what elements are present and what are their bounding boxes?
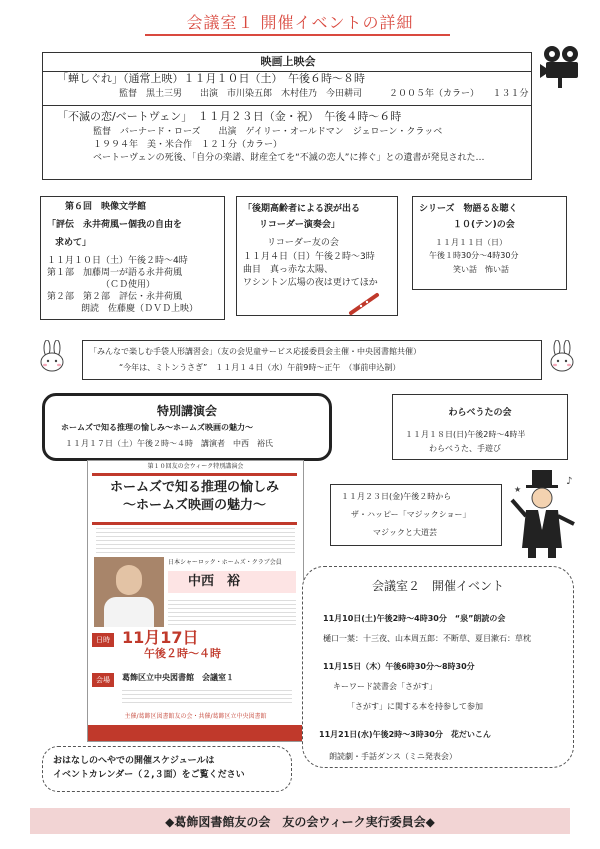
recorder-date: １１月４日（日）午後２時～3時 [243, 252, 375, 262]
story-content: 笑い話 怖い話 [453, 265, 509, 274]
poster-title-1: ホームズで知る推理の愉しみ [109, 480, 279, 495]
literature-part2b: 朗読 佐藤慶（ＤＶＤ上映） [81, 304, 199, 314]
poster-body-text [96, 525, 295, 553]
recorder-title-1: 「後期高齢者による涙が出る [243, 204, 361, 214]
literature-box [40, 196, 225, 320]
lecture-poster [87, 460, 304, 742]
story-box [412, 196, 567, 290]
poster-venue: 葛飾区立中央図書館 会議室１ [122, 673, 234, 682]
room2-box [302, 566, 574, 768]
movie-heading: 映画上映会 [260, 55, 316, 68]
footer-text: ◆葛飾図書館友の会 友の会ウィーク実行委員会◆ [165, 815, 435, 829]
lecture-date: １１月１７日（土）午後２時～４時 講演者 中西 裕氏 [65, 439, 273, 448]
schedule-line-2: イベントカレンダー（２,３面）をご覧ください [53, 770, 245, 780]
recorder-box [236, 196, 398, 316]
literature-part1: 第１部 加藤周一が語る永井荷風 [47, 268, 183, 278]
page-title: 会議室１ 開催イベントの詳細 [186, 13, 414, 32]
room2-event2-date: 11月15日（木）午後6時30分～8時30分 [323, 662, 475, 671]
magic-content: マジックと大道芸 [373, 528, 437, 537]
literature-title-2: 求めて」 [55, 238, 92, 248]
story-title-1: シリーズ 物語る＆聴く [419, 204, 518, 214]
speaker-profile [168, 597, 296, 627]
warabe-date: １１月１８日(日)午後2時～4時半 [405, 430, 526, 439]
magic-date: １１月２３日(金)午後２時から [341, 492, 452, 501]
magic-title: ザ・ハッピー「マジックショー」 [351, 510, 471, 519]
magician-icon [508, 470, 580, 558]
movie-box [42, 52, 532, 180]
svg-text:★: ★ [514, 485, 522, 494]
lecture-heading: 特別講演会 [156, 404, 217, 418]
literature-date: １１月１０日（土）午後２時～4時 [47, 256, 188, 266]
puppet-box [82, 340, 542, 380]
warabe-title: わらべうたの会 [448, 408, 512, 418]
film2-credits: 監督 バーナード・ローズ 出演 ゲイリー・オールドマン ジェローン・クラッベ [93, 127, 443, 137]
story-time: 午後１時30分～4時30分 [429, 251, 519, 260]
literature-title-1: 「評伝 永井荷風ー個我の自由を [47, 220, 183, 230]
speaker-photo [94, 557, 164, 627]
room2-event2-detail: 「さがす」に関する本を持参して参加 [347, 702, 483, 711]
recorder-song-1: 曲目 真っ赤な太陽、 [243, 265, 334, 275]
projector-icon [538, 44, 588, 90]
film1-title: 「蝉しぐれ」（通常上映）１１月１０日（土） 午後６時～８時 [57, 72, 365, 85]
poster-footer: 主催/葛飾区図書館友の会・共催/葛飾区立中央図書館 [124, 713, 267, 720]
date-label: 日時 [92, 633, 114, 647]
story-title-2: １０(テン)の会 [453, 220, 515, 230]
room2-event2-title: キーワード読書会「さがす」 [333, 682, 437, 691]
divider [43, 105, 531, 106]
poster-title-2: ～ホームズ映画の魅力～ [122, 498, 266, 513]
speaker-org: 日本シャーロック・ホームズ・クラブ会員 [168, 559, 282, 566]
lecture-box [42, 393, 332, 461]
literature-heading: 第６回 映像文学館 [65, 202, 147, 212]
venue-label: 会場 [92, 673, 114, 687]
speaker-name: 中西 裕 [188, 574, 241, 589]
film2-title: 「不滅の恋/ベートヴェン」 １１月２３日（金・祝） 午後４時～６時 [57, 110, 402, 123]
poster-footer-bar [88, 725, 303, 741]
literature-part1b: （ＣＤ使用） [101, 280, 156, 290]
venue-details [122, 687, 292, 705]
poster-time: 午後２時～４時 [144, 647, 221, 660]
recorder-icon [347, 291, 387, 317]
story-date: １１月１１日（日） [435, 238, 507, 247]
poster-title-block [92, 473, 297, 525]
magic-box [330, 484, 502, 546]
poster-date: 11月17日 [122, 628, 199, 647]
warabe-box [392, 394, 568, 460]
warabe-content: わらべうた、手遊び [429, 444, 501, 453]
lecture-subtitle: ホームズで知る推理の愉しみ～ホームズ映画の魅力～ [61, 423, 253, 432]
rabbit-icon [546, 340, 578, 372]
puppet-line-2: “今年は、ミトンうさぎ” １１月１４日（水）午前9時～正午 （事前申込制） [119, 363, 401, 372]
room2-event3-date: 11月21日(水)午後2時～3時30分 花だいこん [319, 730, 491, 739]
film1-credits: 監督 黒土三男 出演 市川染五郎 木村佳乃 今田耕司 ２００５年（カラー） １３１分 [119, 89, 529, 99]
room2-event1-detail: 樋口一葉：十三夜、山本周五郎：不断草、夏目漱石：草枕 [323, 634, 531, 643]
recorder-title-2: リコーダー演奏会」 [259, 220, 340, 230]
film2-year: １９９４年 美・米合作 １２１分（カラー） [93, 140, 283, 150]
poster-top: 第１０回友の会ウィーク特別講演会 [147, 463, 244, 470]
title-underline [145, 34, 450, 36]
recorder-song-2: ワシントン広場の夜は更けてほか [243, 278, 378, 288]
film2-desc: ベートーヴェンの死後、「自分の楽譜、財産全てを“不滅の恋人”に捧ぐ」との遺書が発見された… [93, 153, 485, 163]
svg-text:♪: ♪ [566, 476, 573, 487]
rabbit-icon [36, 340, 68, 372]
room2-heading: 会議室２ 開催イベント [371, 579, 504, 593]
schedule-box [42, 746, 292, 792]
schedule-line-1: おはなしのへやでの開催スケジュールは [53, 756, 215, 766]
literature-part2: 第２部 第２部 評伝・永井荷風 [47, 292, 183, 302]
speaker-name-box [168, 571, 296, 593]
puppet-line-1: 「みんなで楽しむ手袋人形講習会」（友の会児童サービス応援委員会主催・中央図書館共催） [89, 347, 421, 356]
recorder-org: リコーダー友の会 [267, 238, 339, 248]
room2-event1-date: 11月10日(土)午後2時～4時30分 “泉”朗読の会 [323, 614, 506, 623]
room2-event3-detail: 朗読劇・手話ダンス（ミニ発表会） [329, 752, 457, 761]
